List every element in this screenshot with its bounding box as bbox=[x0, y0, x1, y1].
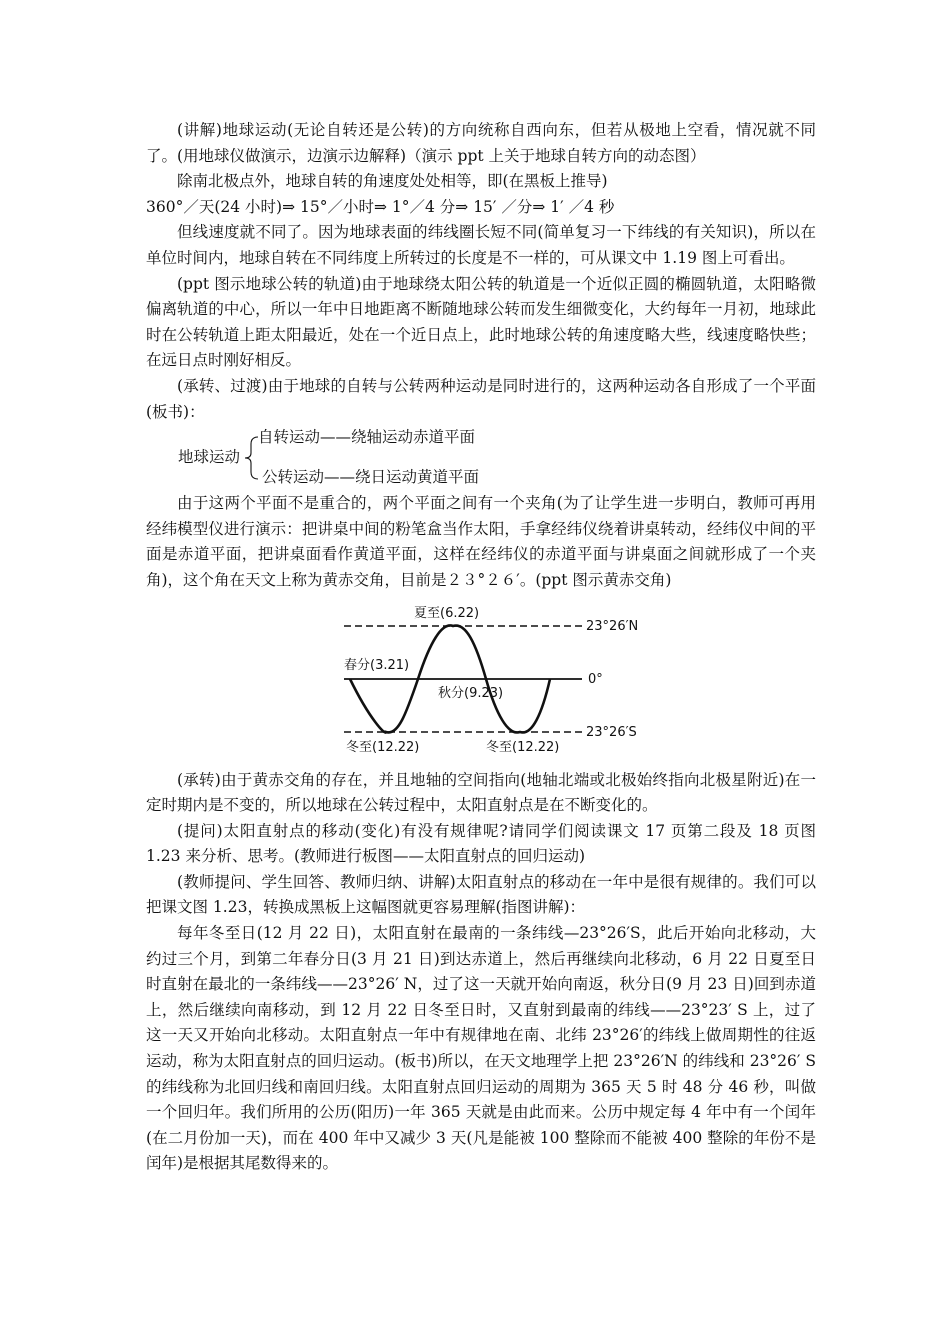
subsolar-point-diagram bbox=[146, 598, 816, 758]
paragraph-discussion: (教师提问、学生回答、教师归纳、讲解)太阳直射点的移动在一年中是很有规律的。我们可以把课文图 1.23，转换成黑板上这幅图就更容易理解(指图讲解)： bbox=[146, 872, 816, 917]
sine-wave-diagram bbox=[146, 598, 816, 758]
brace-item-rotation: 自转运动——绕轴运动赤道平面 bbox=[258, 428, 476, 447]
label-equator: 0° bbox=[588, 671, 603, 687]
paragraph-orbit: (ppt 图示地球公转的轨道)由于地球绕太阳公转的轨道是一个近似正圆的椭圆轨道，太阳略微偏离轨道的中心，所以一年中日地距离不断随地球公转而发生细微变化，大约每年一月初，地球此时在公转轨道上距太阳最近，处在一个近日点上，此时地球公转的角速度略大些，线速度略快些；在远日点时刚好相反。 bbox=[146, 274, 816, 370]
paragraph-question: (提问)太阳直射点的移动(变化)有没有规律呢?请同学们阅读课文 17 页第二段及 18 页图 1.23 来分析、思考。(教师进行板图——太阳直射点的回归运动) bbox=[146, 821, 816, 866]
paragraph-consequence: (承转)由于黄赤交角的存在，并且地轴的空间指向(地轴北端或北极始终指向北极星附近)在一定时期内是不变的，所以地球在公转过程中，太阳直射点是在不断变化的。 bbox=[146, 770, 816, 815]
brace-label: 地球运动 bbox=[178, 448, 241, 467]
label-spring-equinox: 春分(3.21) bbox=[344, 657, 410, 673]
label-summer-solstice: 夏至(6.22) bbox=[414, 605, 480, 621]
label-tropic-south: 23°26′S bbox=[586, 724, 637, 740]
label-winter-solstice-2: 冬至(12.22) bbox=[486, 739, 560, 755]
brace-item-revolution: 公转运动——绕日运动黄道平面 bbox=[262, 468, 480, 487]
paragraph-linear-speed: 但线速度就不同了。因为地球表面的纬线圈长短不同(简单复习一下纬线的有关知识)，所以在单位时间内，地球自转在不同纬度上所转过的长度是不一样的，可从课文中 1.19 图上可看出。 bbox=[146, 223, 816, 267]
paragraph-angular-speed: 除南北极点外，地球自转的角速度处处相等，即(在黑板上推导) bbox=[177, 172, 608, 191]
paragraph-transition: (承转、过渡)由于地球的自转与公转两种运动是同时进行的，这两种运动各自形成了一个平面(板书)： bbox=[146, 376, 816, 421]
paragraph-tropical-year: 每年冬至日(12 月 22 日)，太阳直射在最南的一条纬线—23°26′S，此后开始向北移动，大约过三个月，到第二年春分日(3 月 21 日)到达赤道上，然后再继续向北移动，6 月 22 日夏至日时直射在最北的一条纬线——23°26′ N，过了这一天就开始向南返，秋分日(9 月 23 日)回到赤道上，然后继续向南移动，到 12 月 22 日冬至日时，又直射到最南的纬线——23°23′ S 上，过了这一天又开始向北移动。太阳直射点一年中有规律地在南、北纬 23°26′的纬线上做周期性的往返运动，称为太阳直射点的回归运动。(板书)所以，在天文地理学上把 23°26′N 的纬线和 23°26′ S 的纬线称为北回归线和南回归线。太阳直射点回归运动的周期为 365 天 5 时 48 分 46 秒，叫做一个回归年。我们所用的公历(阳历)一年 365 天就是由此而来。公历中规定每 4 年中有一个闰年(在二月份加一天)，而在 400 年中又减少 3 天(凡是能被 100 整除而不能被 400 整除的年份不是闰年)是根据其尾数得来的。 bbox=[146, 924, 816, 1173]
label-tropic-north: 23°26′N bbox=[586, 618, 639, 634]
brace-diagram bbox=[146, 427, 816, 489]
document-page bbox=[146, 118, 816, 1177]
label-autumn-equinox: 秋分(9.23) bbox=[438, 685, 504, 701]
paragraph-explain: (讲解)地球运动(无论自转还是公转)的方向统称自西向东，但若从极地上空看，情况就不同了。(用地球仪做演示，边演示边解释)（演示 ppt 上关于地球自转方向的动态图） bbox=[146, 121, 816, 165]
paragraph-obliquity: 由于这两个平面不是重合的，两个平面之间有一个夹角(为了让学生进一步明白，教师可再用经纬模型仪进行演示：把讲桌中间的粉笔盒当作太阳，手拿经纬仪绕着讲桌转动，经纬仪中间的平面是赤道平面，把讲桌面看作黄道平面，这样在经纬仪的赤道平面与讲桌面之间就形成了一个夹角)，这个角在天文上称为黄赤交角，目前是２３°２６′。(ppt 图示黄赤交角) bbox=[146, 494, 816, 589]
label-winter-solstice-1: 冬至(12.22) bbox=[346, 739, 420, 755]
paragraph-formula: 360°／天(24 小时)⇒ 15°／小时⇒ 1°／4 分⇒ 15′ ／分⇒ 1′ ／4 秒 bbox=[146, 197, 615, 216]
